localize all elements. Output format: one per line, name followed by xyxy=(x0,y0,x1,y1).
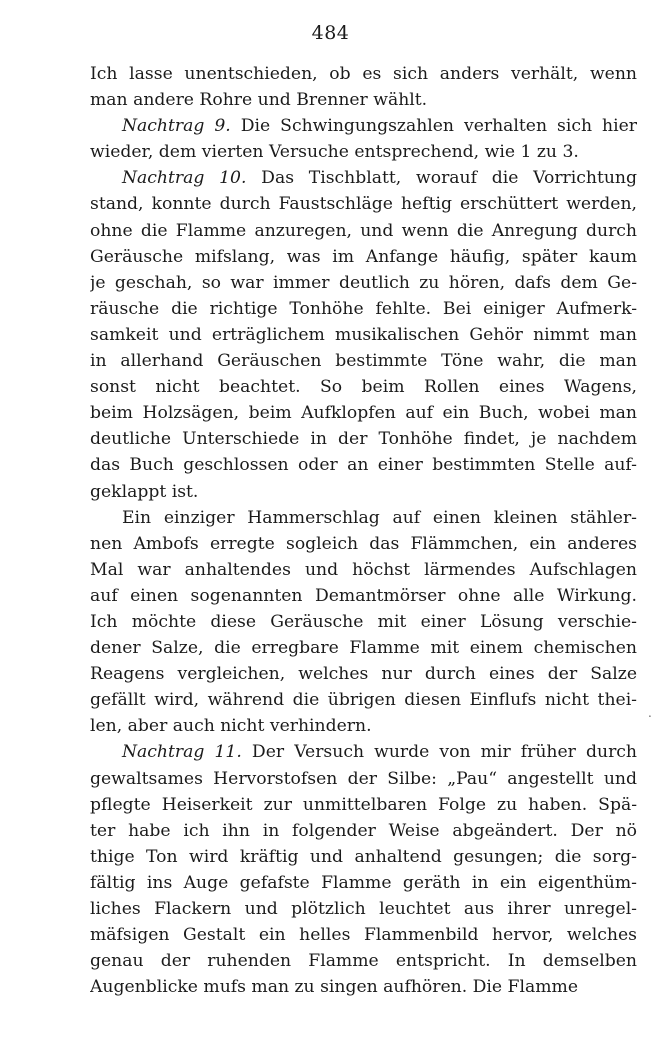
line-text: Augenblicke mufs man zu singen aufhören. Die Flamme xyxy=(90,977,578,998)
line-text: gefällt wird, während die übrigen diesen Einflufs nicht thei- xyxy=(90,690,637,711)
line-text: das Buch geschlossen oder an einer bestimmten Stelle auf- xyxy=(90,455,637,476)
text-line xyxy=(90,452,637,478)
text-line xyxy=(90,191,637,217)
body-text xyxy=(90,61,637,1000)
text-line xyxy=(90,922,637,948)
text-line xyxy=(90,374,637,400)
section-label: Nachtrag 9. xyxy=(122,116,231,137)
text-line xyxy=(90,505,637,531)
text-line xyxy=(90,609,637,635)
text-line xyxy=(90,818,637,844)
line-text: Das Tischblatt, worauf die Vorrichtung xyxy=(246,168,637,189)
section-label: Nachtrag 10. xyxy=(122,168,247,189)
line-text: Reagens vergleichen, welches nur durch eines der Salze xyxy=(90,664,637,685)
text-line xyxy=(90,557,637,583)
line-text: genau der ruhenden Flamme entspricht. In demselben xyxy=(90,951,637,972)
line-text: Die Schwingungszahlen verhalten sich hier xyxy=(230,116,637,137)
text-line xyxy=(90,479,637,505)
line-text: geklappt ist. xyxy=(90,481,199,502)
text-line xyxy=(90,296,637,322)
line-text: man andere Rohre und Brenner wählt. xyxy=(90,90,428,111)
line-text: räusche die richtige Tonhöhe fehlte. Bei einiger Aufmerk- xyxy=(90,298,637,319)
line-text: samkeit und erträglichem musikalischen Gehör nimmt man xyxy=(90,324,637,345)
line-text: in allerhand Geräuschen bestimmte Töne wahr, die man xyxy=(90,351,637,372)
line-text: len, aber auch nicht verhindern. xyxy=(90,716,372,737)
text-line xyxy=(90,270,637,296)
page-number: 484 xyxy=(311,22,350,44)
text-line xyxy=(90,583,637,609)
section-label: Nachtrag 11. xyxy=(122,742,242,763)
line-text: Der Versuch wurde von mir früher durch xyxy=(241,742,637,763)
text-line xyxy=(90,739,637,765)
line-text: Ich lasse unentschieden, ob es sich anders verhält, wenn xyxy=(90,64,637,84)
text-line xyxy=(90,766,637,792)
text-line xyxy=(90,400,637,426)
text-line xyxy=(90,87,637,113)
line-text: liches Flackern und plötzlich leuchtet aus ihrer unregel- xyxy=(90,899,637,919)
text-line xyxy=(90,844,637,870)
line-text: gewaltsames Hervorstofsen der Silbe: „Pau“ angestellt und xyxy=(90,768,637,789)
line-text: pflegte Heiserkeit zur unmittelbaren Folge zu haben. Spä- xyxy=(90,794,637,815)
text-line xyxy=(90,348,637,374)
text-line xyxy=(90,322,637,348)
line-text: Ein einziger Hammerschlag auf einen kleinen stähler- xyxy=(122,507,637,528)
text-line xyxy=(90,661,637,687)
line-text: deutliche Unterschiede in der Tonhöhe findet, je nachdem xyxy=(90,429,637,450)
line-text: Geräusche mifslang, was im Anfange häufig, später kaum xyxy=(90,246,637,267)
line-text: je geschah, so war immer deutlich zu hören, dafs dem Ge- xyxy=(90,272,637,293)
line-text: Mal war anhaltendes und höchst lärmendes Aufschlagen xyxy=(90,559,637,580)
text-line xyxy=(90,713,637,739)
line-text: mäfsigen Gestalt ein helles Flammenbild hervor, welches xyxy=(90,925,637,946)
line-text: auf einen sogenannten Demantmörser ohne alle Wirkung. xyxy=(90,585,637,606)
text-line xyxy=(90,687,637,713)
line-text: beim Holzsägen, beim Aufklopfen auf ein Buch, wobei man xyxy=(90,403,637,424)
text-line xyxy=(90,218,637,244)
text-line xyxy=(90,974,637,1000)
line-text: sonst nicht beachtet. So beim Rollen eines Wagens, xyxy=(90,377,637,398)
line-text: Ich möchte diese Geräusche mit einer Lösung verschie- xyxy=(90,611,637,632)
margin-mark: . xyxy=(648,706,652,720)
text-line xyxy=(90,139,637,165)
line-text: ohne die Flamme anzuregen, und wenn die Anregung durch xyxy=(90,220,637,241)
line-text: wieder, dem vierten Versuche entsprechend, wie 1 zu 3. xyxy=(90,142,579,163)
line-text: nen Ambofs erregte sogleich das Flämmchen, ein anderes xyxy=(90,533,637,554)
text-line xyxy=(90,792,637,818)
line-text: dener Salze, die erregbare Flamme mit einem chemischen xyxy=(90,638,637,659)
text-line xyxy=(90,165,637,191)
line-text: ter habe ich ihn in folgender Weise abgeändert. Der nö xyxy=(90,820,637,841)
text-line xyxy=(90,531,637,557)
line-text: thige Ton wird kräftig und anhaltend gesungen; die sorg- xyxy=(90,846,637,867)
text-line xyxy=(90,896,637,922)
line-text: fältig ins Auge gefafste Flamme geräth in ein eigenthüm- xyxy=(90,872,637,893)
text-line xyxy=(90,948,637,974)
text-line xyxy=(90,426,637,452)
text-line xyxy=(90,870,637,896)
line-text: stand, konnte durch Faustschläge heftig erschüttert werden, xyxy=(90,194,637,215)
text-line xyxy=(90,244,637,270)
text-line xyxy=(90,61,637,87)
text-line xyxy=(90,635,637,661)
text-line xyxy=(90,113,637,139)
